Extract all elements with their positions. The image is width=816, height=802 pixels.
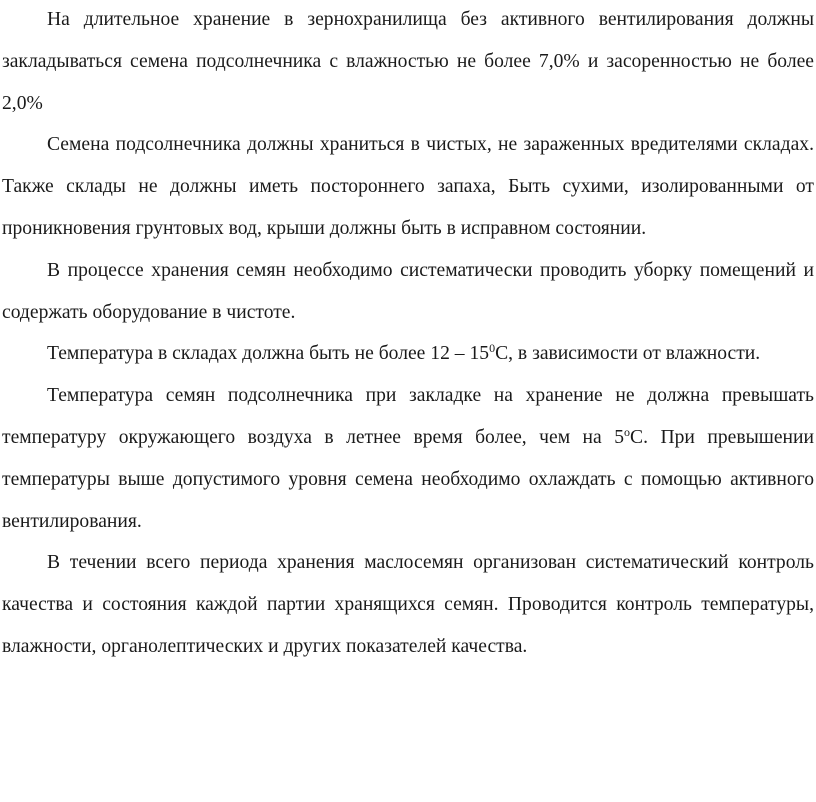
paragraph-text-before: Температура в складах должна быть не более 12 – 15 [47,343,490,365]
paragraph-storage-requirements [2,0,814,124]
paragraph-cleaning [2,250,814,334]
degree-superscript: о [624,424,631,439]
paragraph-text: В течении всего периода хранения маслосемян организован систематический контроль качества и состояния каждой партии хранящихся семян. Проводится контроль температуры, влажности, органолептических и других показателей качества. [2,552,814,657]
paragraph-seed-temperature [2,375,814,542]
paragraph-text: Семена подсолнечника должны храниться в чистых, не зараженных вредителями складах. Также склады не должны иметь постороннего запаха, Быть сухими, изолированными от проникновения грунтовых вод, крыши должны быть в исправном состоянии. [2,134,814,239]
paragraph-text-after: С, в зависимости от влажности. [495,343,761,365]
degree-superscript: 0 [489,341,496,356]
paragraph-text-after: С. При превышении температуры выше допустимого уровня семена необходимо охлаждать с помощью активного вентилирования. [2,426,814,532]
paragraph-text: В процессе хранения семян необходимо систематически проводить уборку помещений и содержать оборудование в чистоте. [2,259,814,323]
paragraph-text: На длительное хранение в зернохранилища без активного вентилирования должны закладываться семена подсолнечника с влажностью не более 7,0% и засоренностью не более 2,0% [2,9,814,114]
paragraph-text-before: Температура семян подсолнечника при закладке на хранение не должна превышать температуру окружающего воздуха в летнее время более, чем на 5 [2,385,814,448]
paragraph-quality-control [2,542,814,667]
paragraph-warehouse-conditions [2,124,814,249]
paragraph-warehouse-temperature [2,333,814,375]
